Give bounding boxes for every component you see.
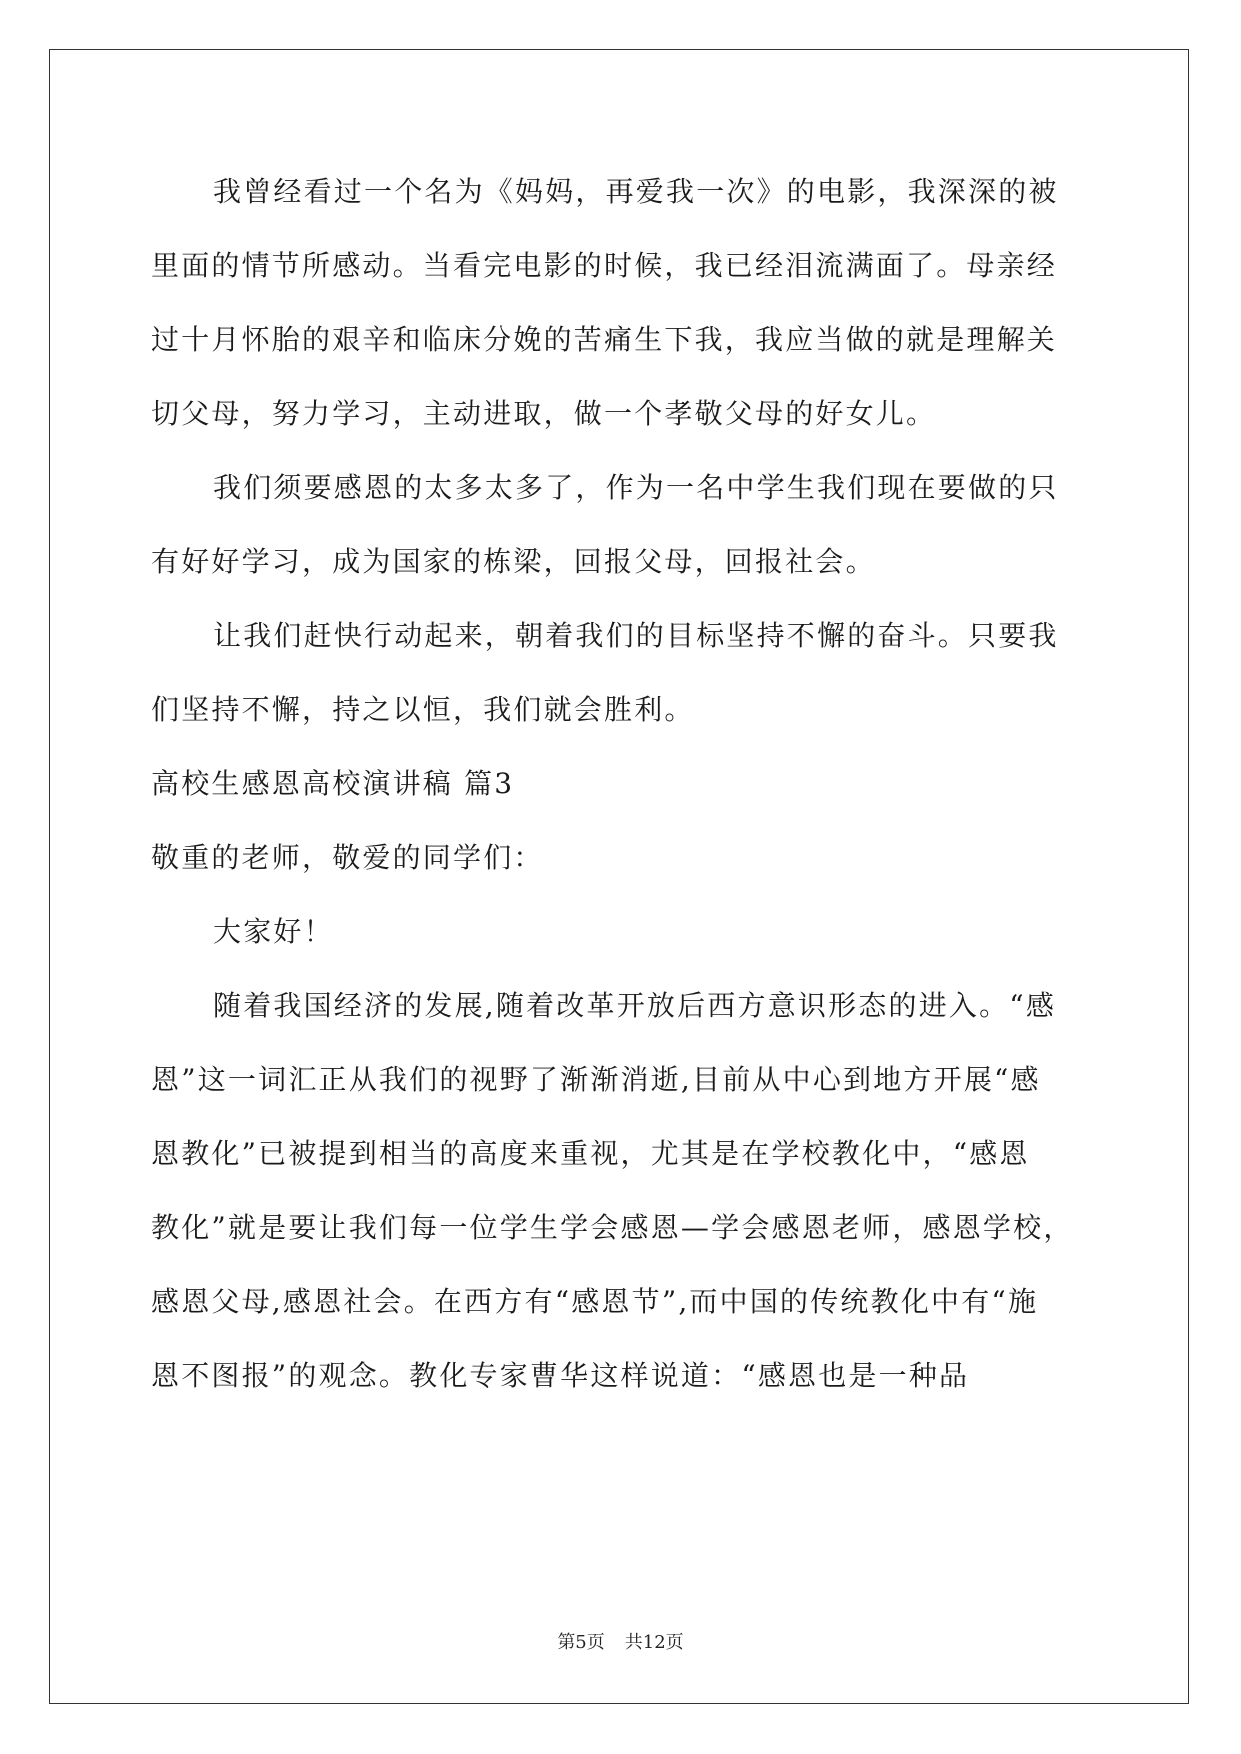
text-line: 恩”这一词汇正从我们的视野了渐渐消逝,目前从中心到地方开展“感 xyxy=(151,1063,1041,1096)
text-line: 让我们赶快行动起来，朝着我们的目标坚持不懈的奋斗。只要我 xyxy=(213,619,1059,652)
text-line: 切父母，努力学习，主动进取，做一个孝敬父母的好女儿。 xyxy=(151,397,937,430)
page-footer xyxy=(0,1628,1241,1654)
text-line: 恩教化”已被提到相当的高度来重视，尤其是在学校教化中，“感恩 xyxy=(151,1137,1030,1170)
text-line: 恩不图报”的观念。教化专家曹华这样说道：“感恩也是一种品 xyxy=(151,1359,970,1392)
greeting: 大家好！ xyxy=(213,915,334,948)
section-heading: 高校生感恩高校演讲稿 篇3 xyxy=(151,767,515,800)
text-line: 我曾经看过一个名为《妈妈，再爱我一次》的电影，我深深的被 xyxy=(213,175,1059,208)
text-line: 随着我国经济的发展,随着改革开放后西方意识形态的进入。“感 xyxy=(213,989,1057,1022)
text-line: 我们须要感恩的太多太多了，作为一名中学生我们现在要做的只 xyxy=(213,471,1059,504)
text-line: 教化”就是要让我们每一位学生学会感恩—学会感恩老师，感恩学校， xyxy=(151,1211,1074,1244)
page-number: 第5页 xyxy=(557,1632,605,1653)
page-total: 共12页 xyxy=(624,1632,684,1653)
salutation: 敬重的老师，敬爱的同学们： xyxy=(151,841,544,874)
text-line: 感恩父母,感恩社会。在西方有“感恩节”,而中国的传统教化中有“施 xyxy=(151,1285,1039,1318)
text-line: 们坚持不懈，持之以恒，我们就会胜利。 xyxy=(151,693,695,726)
text-line: 里面的情节所感动。当看完电影的时候，我已经泪流满面了。母亲经 xyxy=(151,249,1058,282)
text-line: 有好好学习，成为国家的栋梁，回报父母，回报社会。 xyxy=(151,545,876,578)
text-line: 过十月怀胎的艰辛和临床分娩的苦痛生下我，我应当做的就是理解关 xyxy=(151,323,1058,356)
document-body xyxy=(151,155,1091,1413)
